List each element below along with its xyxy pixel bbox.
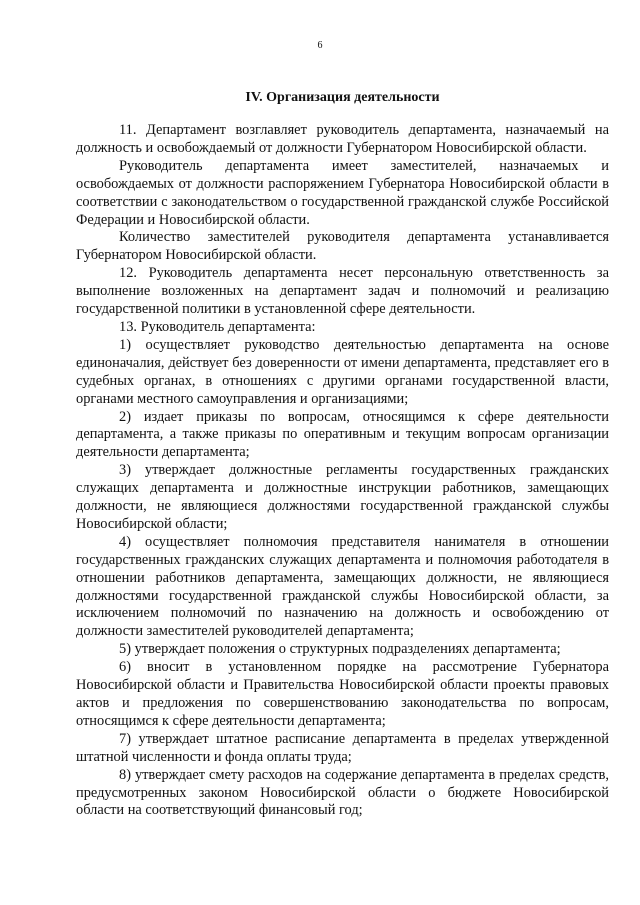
- list-item-2: 2) издает приказы по вопросам, относящимся к сфере деятельности департамента, а также приказы по оперативным и текущим вопросам организации деятельности департамента;: [76, 408, 609, 461]
- page-number: 6: [317, 40, 323, 51]
- list-item-3: 3) утверждает должностные регламенты государственных гражданских служащих департамента и должностные инструкции работников, замещающих должности, не являющиеся должностями государственной гражданской службы Новосибирской области;: [76, 462, 609, 532]
- paragraph-13: 13. Руководитель департамента:: [119, 318, 316, 335]
- list-item-8: 8) утверждает смету расходов на содержание департамента в пределах средств, предусмотренных законом Новосибирской области о бюджете Новосибирской области на соответствующий финансовый год;: [76, 766, 609, 819]
- document-body: [76, 122, 609, 820]
- paragraph-12: 12. Руководитель департамента несет персональную ответственность за выполнение возложенных на департамент задач и полномочий и реализацию государственной политики в установленной сфере деятельности.: [76, 265, 609, 318]
- list-item-7: 7) утверждает штатное расписание департамента в пределах утвержденной штатной численности и фонда оплаты труда;: [76, 730, 609, 765]
- list-item-5: 5) утверждает положения о структурных подразделениях департамента;: [119, 641, 561, 658]
- paragraph-deputies: Руководитель департамента имеет заместителей, назначаемых и освобождаемых от должности распоряжением Губернатора Новосибирской области в соответствии с законодательством о государственной гражданской службе Российской Федерации и Новосибирской области.: [76, 157, 609, 228]
- paragraph-11: 11. Департамент возглавляет руководитель департамента, назначаемый на должность и освобождаемый от должности Губернатором Новосибирской области.: [76, 122, 609, 156]
- list-item-6: 6) вносит в установленном порядке на рассмотрение Губернатора Новосибирской области и Правительства Новосибирской области проекты правовых актов и предложения по совершенствованию законодательства по вопросам, относящимся к сфере деятельности департамента;: [76, 659, 609, 729]
- paragraph-deputies-count: Количество заместителей руководителя департамента устанавливается Губернатором Новосибирской области.: [76, 229, 609, 264]
- section-title: IV. Организация деятельности: [245, 90, 440, 105]
- list-item-4: 4) осуществляет полномочия представителя нанимателя в отношении государственных гражданских служащих департамента и полномочия работодателя в отношении работников департамента, замещающих должности, не являющиеся должностями государственной гражданской службы Новосибирской области, за исключением полномочий по назначению на должность и освобождению от должности заместителей руководителей департамента;: [76, 533, 609, 640]
- list-item-1: 1) осуществляет руководство деятельностью департамента на основе единоначалия, действует без доверенности от имени департамента, представляет его в судебных органах, в отношениях с другими органами государственной власти, органами местного самоуправления и организациями;: [76, 336, 609, 407]
